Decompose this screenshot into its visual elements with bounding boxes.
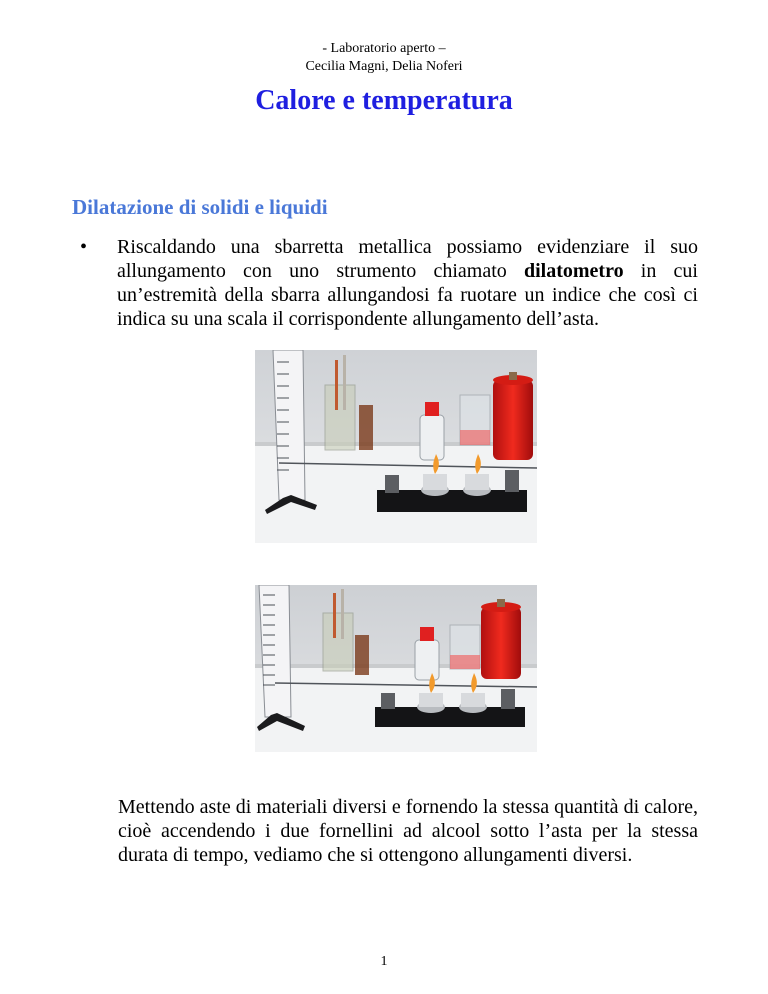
page-header [0, 40, 768, 76]
bullet-dot: • [80, 236, 88, 258]
section-title: Dilatazione di solidi e liquidi [72, 195, 328, 219]
page-number: 1 [380, 954, 388, 969]
bullet-text [117, 235, 698, 331]
bullet-text-after: in cui un’estremità della sbarra allungandosi fa ruotare un indice che così ci indica su una scala il corrispondente allungamento dell’asta. [117, 260, 698, 330]
lab-photo-1 [255, 350, 537, 543]
page-title: Calore e temperatura [255, 85, 513, 116]
header-line-1: - Laboratorio aperto – [322, 41, 446, 56]
header-line-2: Cecilia Magni, Delia Noferi [305, 59, 463, 74]
bullet-bold-term: dilatometro [524, 260, 624, 282]
lab-photo-2 [255, 585, 537, 752]
bullet-item [80, 235, 698, 331]
body-paragraph: Mettendo aste di materiali diversi e fornendo la stessa quantità di calore, cioè accendendo i due fornellini ad alcool sotto l’asta per la stessa durata di tempo, vediamo che si ottengono allungamenti diversi. [118, 796, 698, 866]
bullet-text-before: Riscaldando una sbarretta metallica possiamo evidenziare il suo allungamento con uno strumento chiamato [117, 236, 698, 282]
